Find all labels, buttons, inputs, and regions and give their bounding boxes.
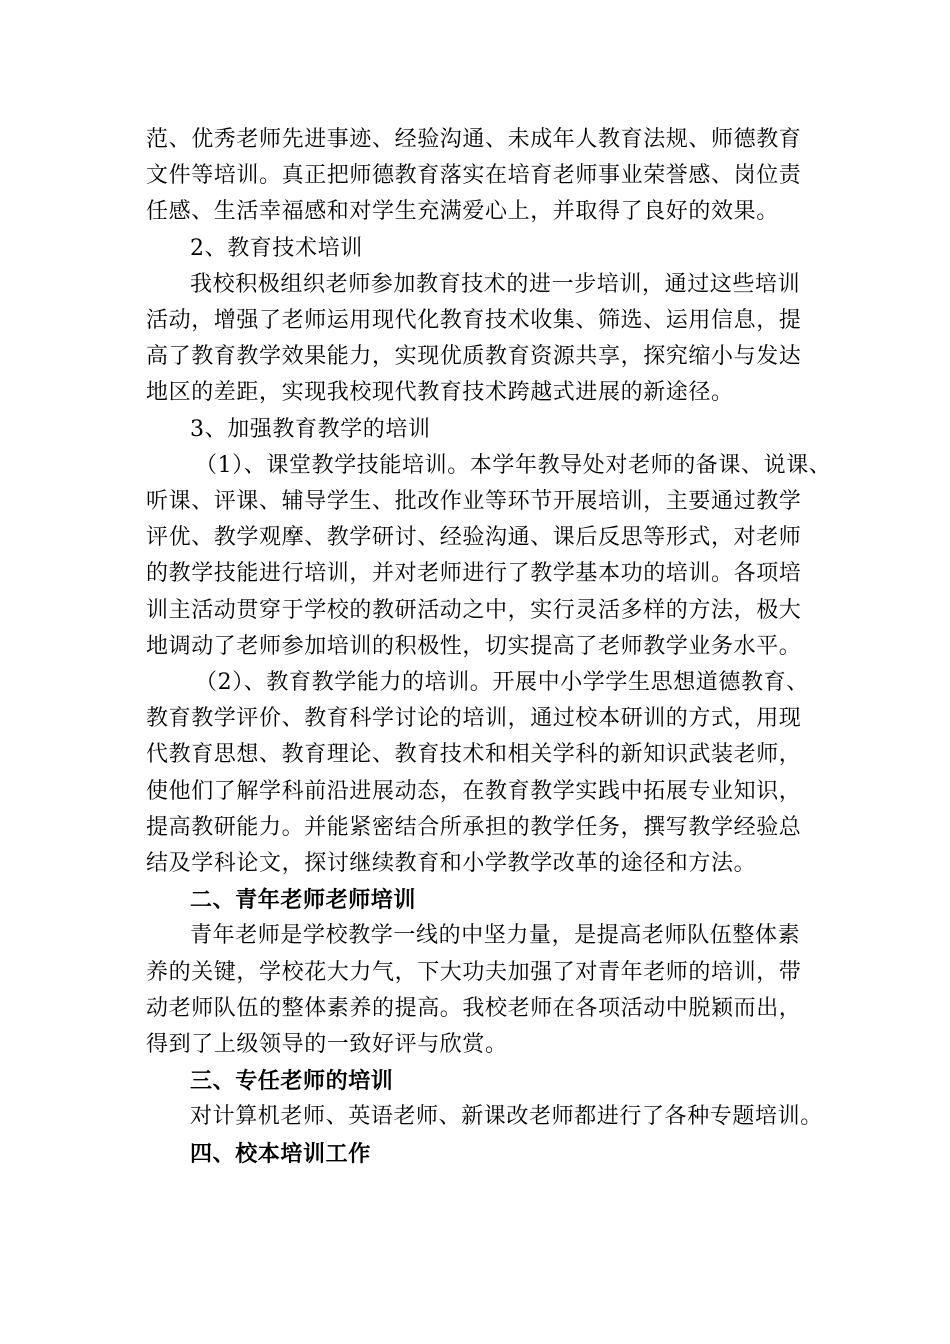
paragraph-line: 结及学科论文，探讨继续教育和小学教学改革的途径和方法。 [146,851,757,876]
section-heading-full-time-teachers: 三、专任老师的培训 [190,1068,394,1095]
section-heading-education-tech: 2、教育技术培训 [190,235,363,261]
paragraph-line: 地区的差距，实现我校现代教育技术跨越式进展的新途径。 [146,380,734,406]
paragraph-line: 对计算机老师、英语老师、新课改老师都进行了各种专题培训。 [190,1104,823,1130]
paragraph-line: 地调动了老师参加培训的积极性，切实提高了老师教学业务水平。 [146,633,802,659]
paragraph-line: 代教育思想、教育理论、教育技术和相关学科的新知识武装老师， [146,742,802,768]
paragraph-line: 文件等培训。真正把师德教育落实在培育老师事业荣誉感、岗位责 [146,163,802,189]
paragraph-line: 高了教育教学效果能力，实现优质教育资源共享，探究缩小与发达 [146,344,802,370]
section-heading-young-teachers: 二、青年老师老师培训 [190,887,417,914]
paragraph-line: 养的关键，学校花大力气，下大功夫加强了对青年老师的培训，带 [146,959,802,985]
paragraph-line: 活动，增强了老师运用现代化教育技术收集、筛选、运用信息，提 [146,308,802,333]
paragraph-line: 动老师队伍的整体素养的提高。我校老师在各项活动中脱颖而出， [146,995,802,1021]
paragraph-line: 评优、教学观摩、教学研讨、经验沟通、课后反思等形式，对老师 [146,525,802,551]
paragraph-line: （2）、教育教学能力的培训。开展中小学学生思想道德教育、 [195,670,809,695]
paragraph-line: 青年老师是学校教学一线的中坚力量，是提高老师队伍整体素 [190,923,801,949]
paragraph-line: 训主活动贯穿于学校的教研活动之中，实行灵活多样的方法，极大 [146,597,802,623]
paragraph-line: 我校积极组织老师参加教育技术的进一步培训，通过这些培训 [190,271,801,297]
paragraph-line: 教育教学评价、教育科学讨论的培训，通过校本研训的方式，用现 [146,706,802,732]
section-heading-teaching-training: 3、加强教育教学的培训 [190,416,431,442]
paragraph-line: 的教学技能进行培训，并对老师进行了教学基本功的培训。各项培 [146,561,802,587]
paragraph-line: 使他们了解学科前沿进展动态，在教育教学实践中拓展专业知识， [146,778,802,804]
paragraph-line: 提高教研能力。并能紧密结合所承担的教学任务，撰写教学经验总 [146,814,802,840]
paragraph-line: 范、优秀老师先进事迹、经验沟通、未成年人教育法规、师德教育 [146,127,802,152]
section-heading-school-training: 四、校本培训工作 [190,1140,371,1167]
paragraph-line: 听课、评课、辅导学生、批改作业等环节开展培训，主要通过教学 [146,489,802,514]
paragraph-line: 任感、生活幸福感和对学生充满爱心上，并取得了良好的效果。 [146,199,779,225]
paragraph-line: （1）、课堂教学技能培训。本学年教导处对老师的备课、说课、 [195,452,832,478]
paragraph-line: 得到了上级领导的一致好评与欣赏。 [146,1032,508,1057]
